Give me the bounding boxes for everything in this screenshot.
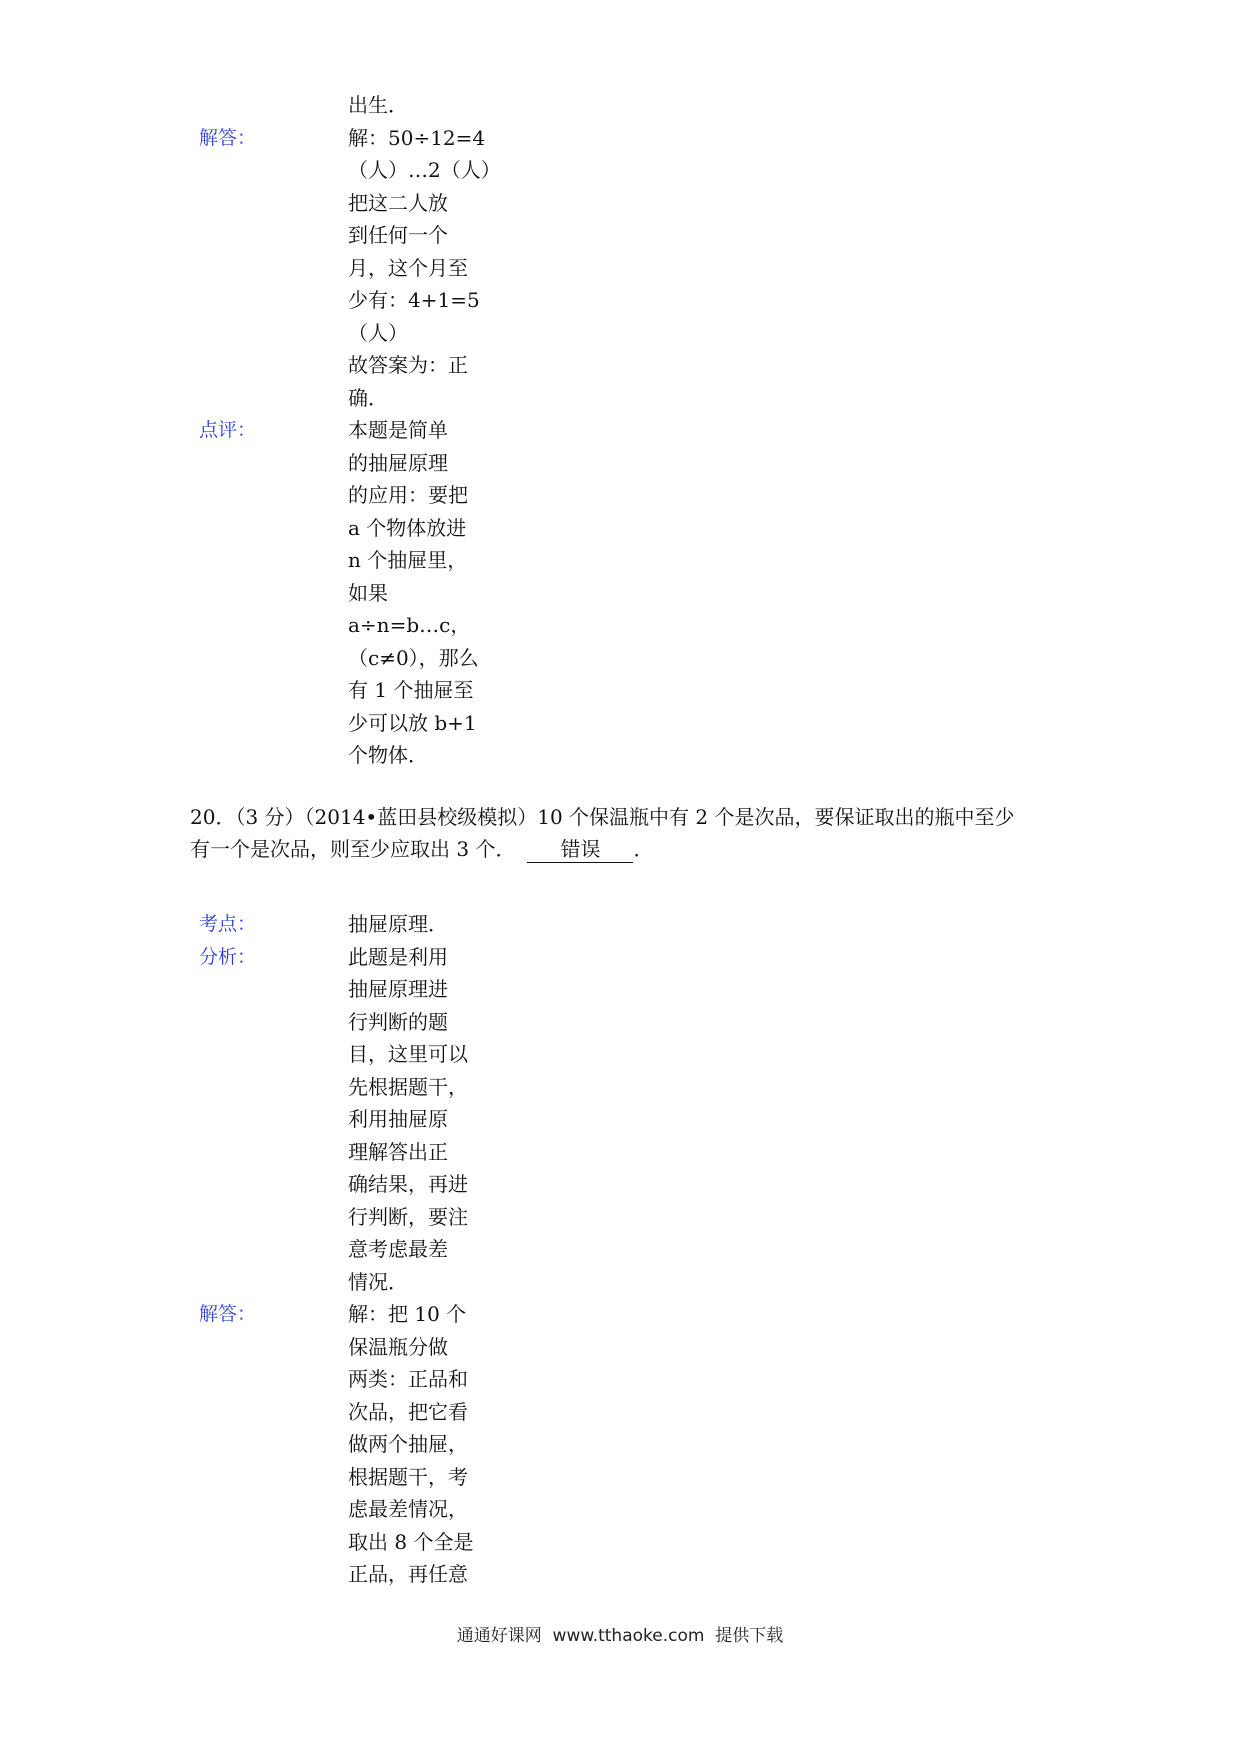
q19-answer-row <box>0 187 1240 220</box>
q20-point-row <box>0 908 1240 941</box>
q19-answer-line: 把这二人放 <box>348 190 448 215</box>
q20-analysis-row <box>0 1071 1240 1104</box>
q19-comment-line: a÷n=b…c， <box>348 613 471 637</box>
q20-analysis-row <box>0 941 1240 974</box>
q20-analysis-line: 目，这里可以 <box>348 1042 468 1066</box>
q20-analysis-line: 行判断的题 <box>348 1009 448 1034</box>
q19-comment-row <box>0 642 1240 675</box>
q20-analysis-row <box>0 1233 1240 1266</box>
q19-answer-row <box>0 284 1240 317</box>
q20-answer-row <box>0 1461 1240 1494</box>
q20-analysis-line: 意考虑最差 <box>348 1237 448 1261</box>
q19-answer-line: 确． <box>348 385 388 410</box>
q20-analysis-line: 抽屉原理进 <box>348 977 448 1001</box>
q19-comment-row <box>0 707 1240 740</box>
q19-comment-line: 本题是简单 <box>348 418 448 442</box>
q19-answer-line: 故答案为：正 <box>348 353 468 377</box>
q19-answer-label: 解答： <box>199 126 257 149</box>
q19-comment-label: 点评： <box>199 419 257 441</box>
q19-answer-line: 少有：4+1=5 <box>348 288 480 312</box>
q19-answer-line: （人） <box>348 320 408 345</box>
q20-analysis-row <box>0 1136 1240 1169</box>
q20-analysis-row <box>0 973 1240 1006</box>
q20-analysis-line: 先根据题干， <box>348 1074 468 1099</box>
q19-comment-row <box>0 414 1240 447</box>
q19-comment-row <box>0 512 1240 545</box>
q20-answer-row <box>0 1526 1240 1559</box>
q20-analysis-row <box>0 1103 1240 1136</box>
q19-answer-row <box>0 219 1240 252</box>
q19-answer-line: （人）…2（人） <box>348 158 501 182</box>
q20-answer-line: 解：把 10 个 <box>348 1302 467 1326</box>
q20-question-line-2 <box>190 833 1070 865</box>
q19-comment-row <box>0 609 1240 642</box>
q19-comment-row <box>0 479 1240 512</box>
q20-answer-row <box>0 1428 1240 1461</box>
q19-analysis-end-row <box>0 89 1240 122</box>
q20-analysis-row <box>0 1168 1240 1201</box>
page-footer: 通通好课网 www.tthaoke.com 提供下载 <box>456 1626 784 1646</box>
q20-point-label: 考点： <box>199 913 257 935</box>
q20-answer-row <box>0 1363 1240 1396</box>
q20-analysis-label: 分析： <box>199 945 257 968</box>
q19-comment-line: 的应用：要把 <box>348 483 468 507</box>
q20-answer-row <box>0 1558 1240 1591</box>
q19-comment-row <box>0 447 1240 480</box>
q20-answer-line: 正品，再任意 <box>348 1562 468 1586</box>
q19-answer-row <box>0 122 1240 155</box>
q20-answer-line: 两类：正品和 <box>348 1367 468 1391</box>
q20-analysis-line: 情况． <box>348 1269 408 1294</box>
q20-answer-line: 次品，把它看 <box>348 1399 468 1424</box>
q19-comment-row <box>0 544 1240 577</box>
q19-comment-line: 有 1 个抽屉至 <box>348 678 474 702</box>
q20-answer-row <box>0 1493 1240 1526</box>
q19-comment-line: 个物体． <box>348 743 428 767</box>
q20-question <box>190 801 1070 865</box>
q19-answer-row <box>0 154 1240 187</box>
q20-answer-label: 解答： <box>199 1303 257 1325</box>
q19-answer-line: 月，这个月至 <box>348 255 468 280</box>
q20-analysis-row <box>0 1266 1240 1299</box>
q19-answer-row <box>0 349 1240 382</box>
q20-point-value: 抽屉原理． <box>348 912 448 936</box>
q19-comment-row <box>0 577 1240 610</box>
q20-analysis-line: 利用抽屉原 <box>348 1107 448 1131</box>
q19-answer-row <box>0 252 1240 285</box>
q20-analysis-line: 理解答出正 <box>348 1139 448 1164</box>
q19-answer-row <box>0 382 1240 415</box>
q20-answer-row <box>0 1298 1240 1331</box>
q20-analysis-line: 行判断，要注 <box>348 1204 468 1229</box>
q20-solution-block <box>0 908 1240 1591</box>
q19-comment-line: 的抽屉原理 <box>348 450 448 475</box>
q19-comment-row <box>0 739 1240 772</box>
q20-answer-line: 保温瓶分做 <box>348 1334 448 1359</box>
q20-analysis-row <box>0 1006 1240 1039</box>
q20-analysis-line: 确结果，再进 <box>348 1172 468 1196</box>
q20-answer-line: 取出 8 个全是 <box>348 1529 474 1554</box>
q19-comment-line: 少可以放 b+1 <box>348 710 477 735</box>
q20-answer-blank: 错误 <box>527 836 633 863</box>
q20-answer-line: 做两个抽屉， <box>348 1432 468 1456</box>
q20-question-suffix: ． <box>633 837 654 861</box>
q19-comment-row <box>0 674 1240 707</box>
q20-answer-row <box>0 1396 1240 1429</box>
q19-comment-line: n 个抽屉里， <box>348 548 468 572</box>
q19-comment-line: （c≠0），那么 <box>348 645 479 670</box>
q20-analysis-line: 此题是利用 <box>348 944 448 969</box>
q19-answer-line: 到任何一个 <box>348 223 448 247</box>
q19-comment-line: a 个物体放进 <box>348 515 467 540</box>
q20-question-prefix: 有一个是次品，则至少应取出 3 个． <box>190 837 516 861</box>
q19-analysis-end: 出生． <box>348 93 408 117</box>
q19-comment-line: 如果 <box>348 580 388 605</box>
q20-question-line-1: 20．（3 分）（2014•蓝田县校级模拟）10 个保温瓶中有 2 个是次品，要保证取出的瓶中至少 <box>190 805 1015 829</box>
q19-solution-block <box>0 89 1240 772</box>
q19-answer-row <box>0 317 1240 350</box>
q20-analysis-row <box>0 1038 1240 1071</box>
q20-answer-line: 根据题干，考 <box>348 1464 468 1489</box>
q20-answer-line: 虑最差情况， <box>348 1497 468 1521</box>
q20-analysis-row <box>0 1201 1240 1234</box>
q19-answer-line: 解：50÷12=4 <box>348 125 486 150</box>
q20-answer-row <box>0 1331 1240 1364</box>
